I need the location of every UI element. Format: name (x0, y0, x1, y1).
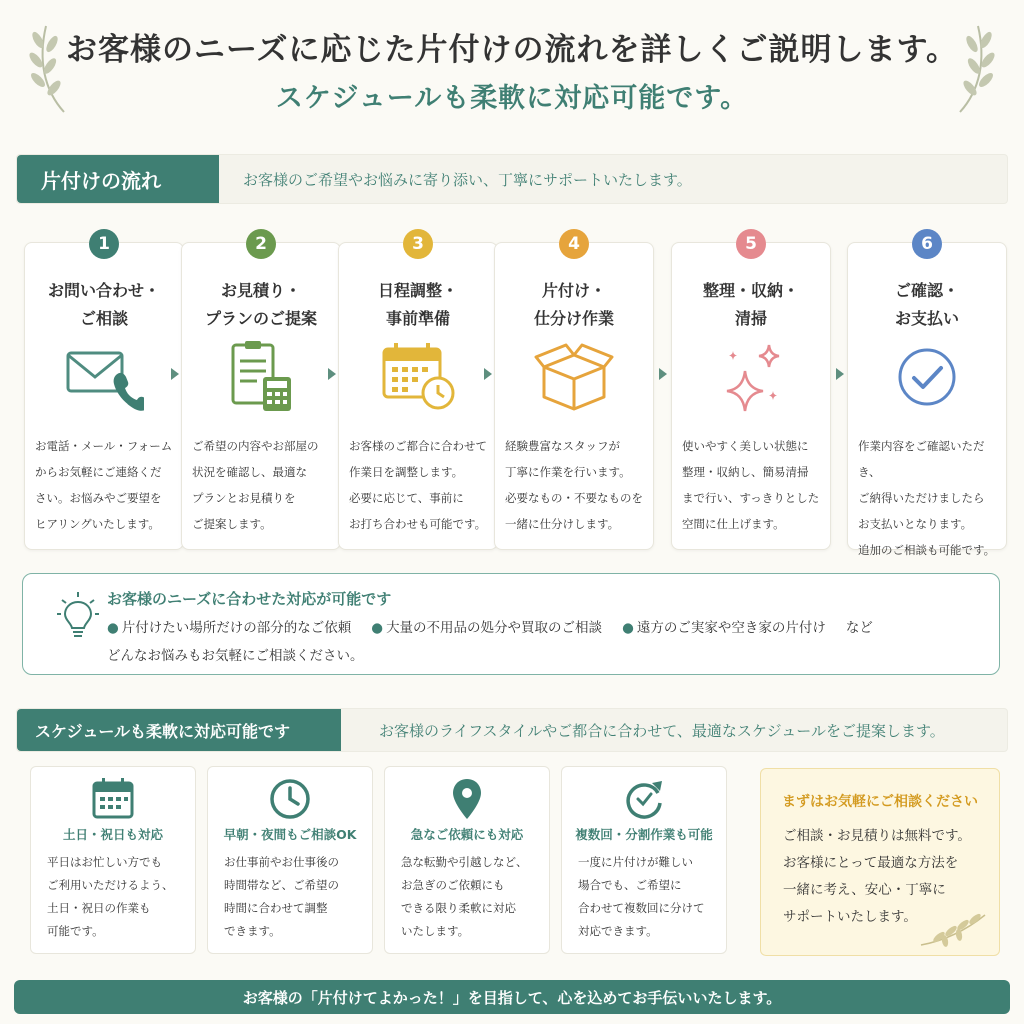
step-text: ご希望の内容やお部屋の 状況を確認し、最適な プランとお見積りを ご提案します。 (192, 439, 319, 531)
box-icon (534, 341, 614, 413)
step-title: ご確認・ お支払い (894, 281, 959, 328)
needs-list (107, 616, 873, 636)
footer-banner: お客様の「片付けてよかった！」を目指して、心を込めてお手伝いいたします。 (14, 980, 1010, 1014)
arrow-icon (484, 368, 492, 380)
step-title: 日程調整・ 事前準備 (377, 281, 458, 328)
schedule-section-tab: スケジュールも柔軟に対応可能です (17, 709, 341, 751)
schedule-card-title: 土日・祝日も対応 (62, 827, 163, 842)
step-title: お問い合わせ・ ご相談 (47, 281, 160, 328)
step-number: 1 (89, 229, 119, 259)
schedule-card-text: 平日はお忙しい方でも ご利用いただけるよう、 土日・祝日の作業も 可能です。 (47, 855, 174, 938)
location-pin-icon (445, 777, 489, 821)
arrow-icon (171, 368, 179, 380)
needs-box (22, 573, 1000, 675)
arrow-icon (659, 368, 667, 380)
flow-section-bar (16, 154, 1008, 204)
clock-icon (268, 777, 312, 821)
needs-item: ● 遠方のご実家や空き家の片付け (622, 620, 826, 636)
step-text: 作業内容をご確認いただき、 ご納得いただけましたら お支払いとなります。 追加のご相談も可能です。 (858, 439, 996, 557)
flow-section-tab: 片付けの流れ (17, 155, 219, 203)
step-text: 使いやすく美しい状態に 整理・収納し、簡易清掃 まで行い、すっきりとした 空間に仕上げます。 (682, 439, 820, 531)
schedule-card-time (207, 766, 373, 954)
schedule-card-title: 早朝・夜間もご相談OK (223, 827, 357, 842)
step-number: 6 (912, 229, 942, 259)
page-subtitle: スケジュールも柔軟に対応可能です。 (275, 83, 749, 114)
sparkle-icon (711, 341, 791, 413)
calendar-clock-icon (378, 341, 458, 413)
lightbulb-icon (57, 592, 99, 640)
step-card-6 (847, 234, 1007, 557)
clipboard-calculator-icon (221, 341, 301, 413)
step-card-1 (24, 234, 184, 550)
calendar-icon (91, 777, 135, 821)
needs-item: ● 大量の不用品の処分や買取のご相談 (371, 620, 603, 636)
schedule-section-description: お客様のライフスタイルやご都合に合わせて、最適なスケジュールをご提案します。 (379, 721, 945, 740)
arrow-icon (836, 368, 844, 380)
step-text: お電話・メール・フォーム からお気軽にご連絡くだ さい。お悩みやご要望を ヒアリングいたします。 (35, 439, 173, 531)
schedule-card-text: 一度に片付けが難しい 場合でも、ご希望に 合わせて複数回に分けて 対応できます。 (578, 855, 705, 938)
step-card-3 (338, 234, 498, 550)
schedule-card-text: お仕事前やお仕事後の 時間帯など、ご希望の 時間に合わせて調整 できます。 (224, 855, 339, 938)
step-number: 4 (559, 229, 589, 259)
schedule-card-weekend (30, 766, 196, 954)
leaf-sprig-icon (919, 911, 989, 947)
step-title: 片付け・ 仕分け作業 (533, 281, 614, 328)
schedule-card-title: 複数回・分割作業も可能 (575, 827, 713, 842)
schedule-section-bar (16, 708, 1008, 752)
schedule-card-title: 急なご依頼にも対応 (410, 827, 524, 842)
step-card-4 (494, 234, 654, 550)
step-title: お見積り・ プランのご提案 (204, 281, 317, 328)
check-circle-icon (887, 341, 967, 413)
step-number: 5 (736, 229, 766, 259)
consult-text: ご相談・お見積りは無料です。 お客様にとって最適な方法を 一緒に考え、安心・丁寧に サポートいたします。 (783, 828, 971, 925)
step-text: 経験豊富なスタッフが 丁寧に作業を行います。 必要なもの・不要なものを 一緒に仕分けします。 (505, 439, 643, 531)
needs-suffix: など (845, 620, 873, 636)
flow-section-description: お客様のご希望やお悩みに寄り添い、丁寧にサポートいたします。 (243, 170, 692, 189)
step-title: 整理・収納・ 清掃 (702, 281, 799, 328)
needs-title: お客様のニーズに合わせた対応が可能です (107, 590, 392, 608)
schedule-card-multiple (561, 766, 727, 954)
consult-title: まずはお気軽にご相談ください (782, 794, 978, 810)
schedule-card-text: 急な転勤や引越しなど、 お急ぎのご依頼にも できる限り柔軟に対応 いたします。 (401, 855, 528, 938)
step-number: 3 (403, 229, 433, 259)
step-card-2 (181, 234, 341, 550)
mail-phone-icon (64, 341, 144, 413)
page-title: お客様のニーズに応じた片付けの流れを詳しくご説明します。 (66, 32, 958, 68)
step-number: 2 (246, 229, 276, 259)
refresh-icon (622, 777, 666, 821)
needs-note: どんなお悩みもお気軽にご相談ください。 (107, 648, 364, 664)
step-card-5 (671, 234, 831, 550)
step-text: お客様のご都合に合わせて 作業日を調整します。 必要に応じて、事前に お打ち合わせも可能です。 (349, 439, 487, 531)
consult-box (760, 768, 1000, 956)
schedule-card-urgent (384, 766, 550, 954)
needs-item: ● 片付けたい場所だけの部分的なご依頼 (107, 620, 352, 636)
arrow-icon (328, 368, 336, 380)
